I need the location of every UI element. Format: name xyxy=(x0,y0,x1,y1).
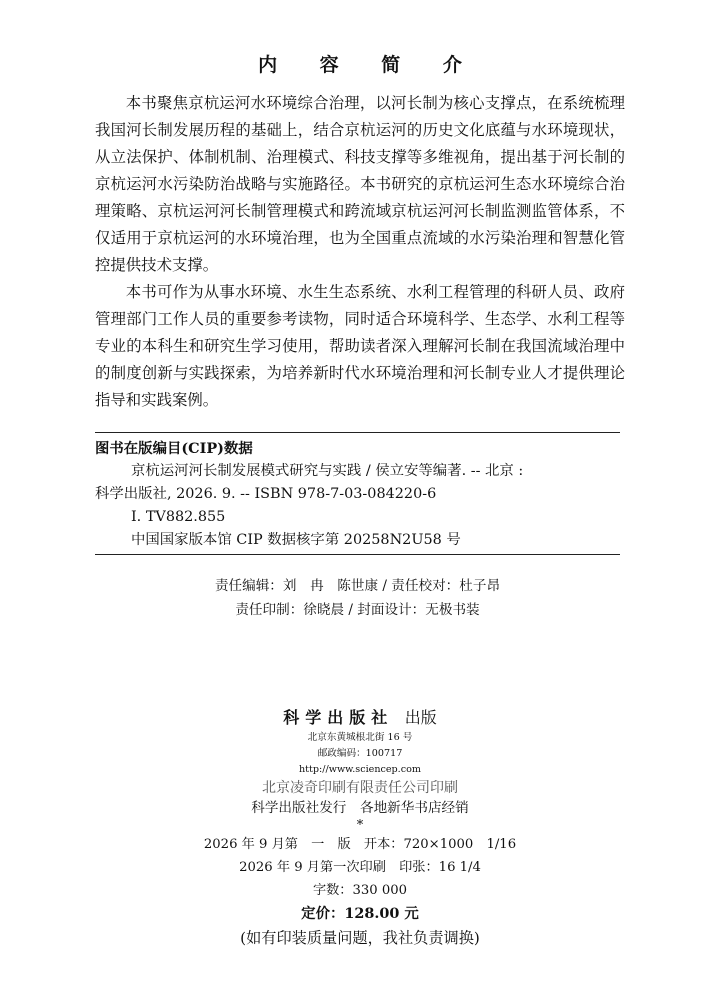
publisher-name xyxy=(0,706,720,730)
cip-publisher-line: 科学出版社, 2026. 9. -- ISBN 978-7-03-084220-6 xyxy=(95,486,437,502)
quality-note: (如有印装质量问题，我社负责调换) xyxy=(240,929,480,947)
word-count: 字数：330 000 xyxy=(312,883,408,898)
publisher-name-suffix: 出版 xyxy=(404,708,437,727)
printer-line: 北京凌奇印刷有限责任公司印刷 xyxy=(262,780,458,796)
price: 定价：128.00 元 xyxy=(301,905,419,922)
credits-line-1: 责任编辑：刘 冉 陈世康 / 责任校对：杜子昂 xyxy=(214,578,501,594)
distribution-line: 科学出版社发行 各地新华书店经销 xyxy=(251,800,469,816)
cip-record-number: 中国国家版本馆 CIP 数据核字第 20258N2U58 号 xyxy=(131,532,461,548)
printing-line: 2026 年 9 月第一次印刷 印张：16 1/4 xyxy=(239,860,481,875)
publisher-website: http://www.sciencep.com xyxy=(299,764,421,775)
page-title: 内 容 简 介 xyxy=(258,54,480,76)
publication-info xyxy=(0,706,720,950)
publisher-postcode: 邮政编码：100717 xyxy=(317,748,403,759)
credits-line-2: 责任印制：徐晓晨 / 封面设计：无极书装 xyxy=(235,602,480,618)
summary-paragraph-1: 本书聚焦京杭运河水环境综合治理，以河长制为核心支撑点，在系统梳理我国河长制发展历程的基础上，结合京杭运河的历史文化底蕴与水环境现状，从立法保护、体制机制、治理模式、科技支撑等多维视角，提出基于河长制的京杭运河水污染防治战略与实施路径。本书研究的京杭运河生态水环境综合治理策略、京杭运河河长制管理模式和跨流域京杭运河河长制监测监管体系，不仅适用于京杭运河的水环境治理，也为全国重点流域的水污染治理和智慧化管控提供技术支撑。 xyxy=(95,94,625,274)
publisher-name-text: 科学出版社 xyxy=(283,708,394,727)
cip-classification-line: Ⅰ. TV882.855 xyxy=(131,509,226,525)
publisher-address: 北京东黄城根北街 16 号 xyxy=(307,732,413,743)
content-summary xyxy=(95,90,625,414)
cip-data-block xyxy=(95,432,620,555)
edition-line: 2026 年 9 月第 一 版 开本：720×1000 1/16 xyxy=(203,837,517,852)
cip-title-line: 京杭运河河长制发展模式研究与实践 / 侯立安等编著. -- 北京 : xyxy=(131,463,524,479)
editorial-credits xyxy=(95,574,620,622)
summary-paragraph-2: 本书可作为从事水环境、水生生态系统、水利工程管理的科研人员、政府管理部门工作人员的重要参考读物，同时适合环境科学、生态学、水利工程等专业的本科生和研究生学习使用，帮助读者深入理解河长制在我国流域治理中的制度创新与实践探索，为培养新时代水环境治理和河长制专业人才提供理论指导和实践案例。 xyxy=(95,283,625,409)
separator-star: * xyxy=(356,818,364,833)
cip-heading: 图书在版编目(CIP)数据 xyxy=(95,440,253,457)
